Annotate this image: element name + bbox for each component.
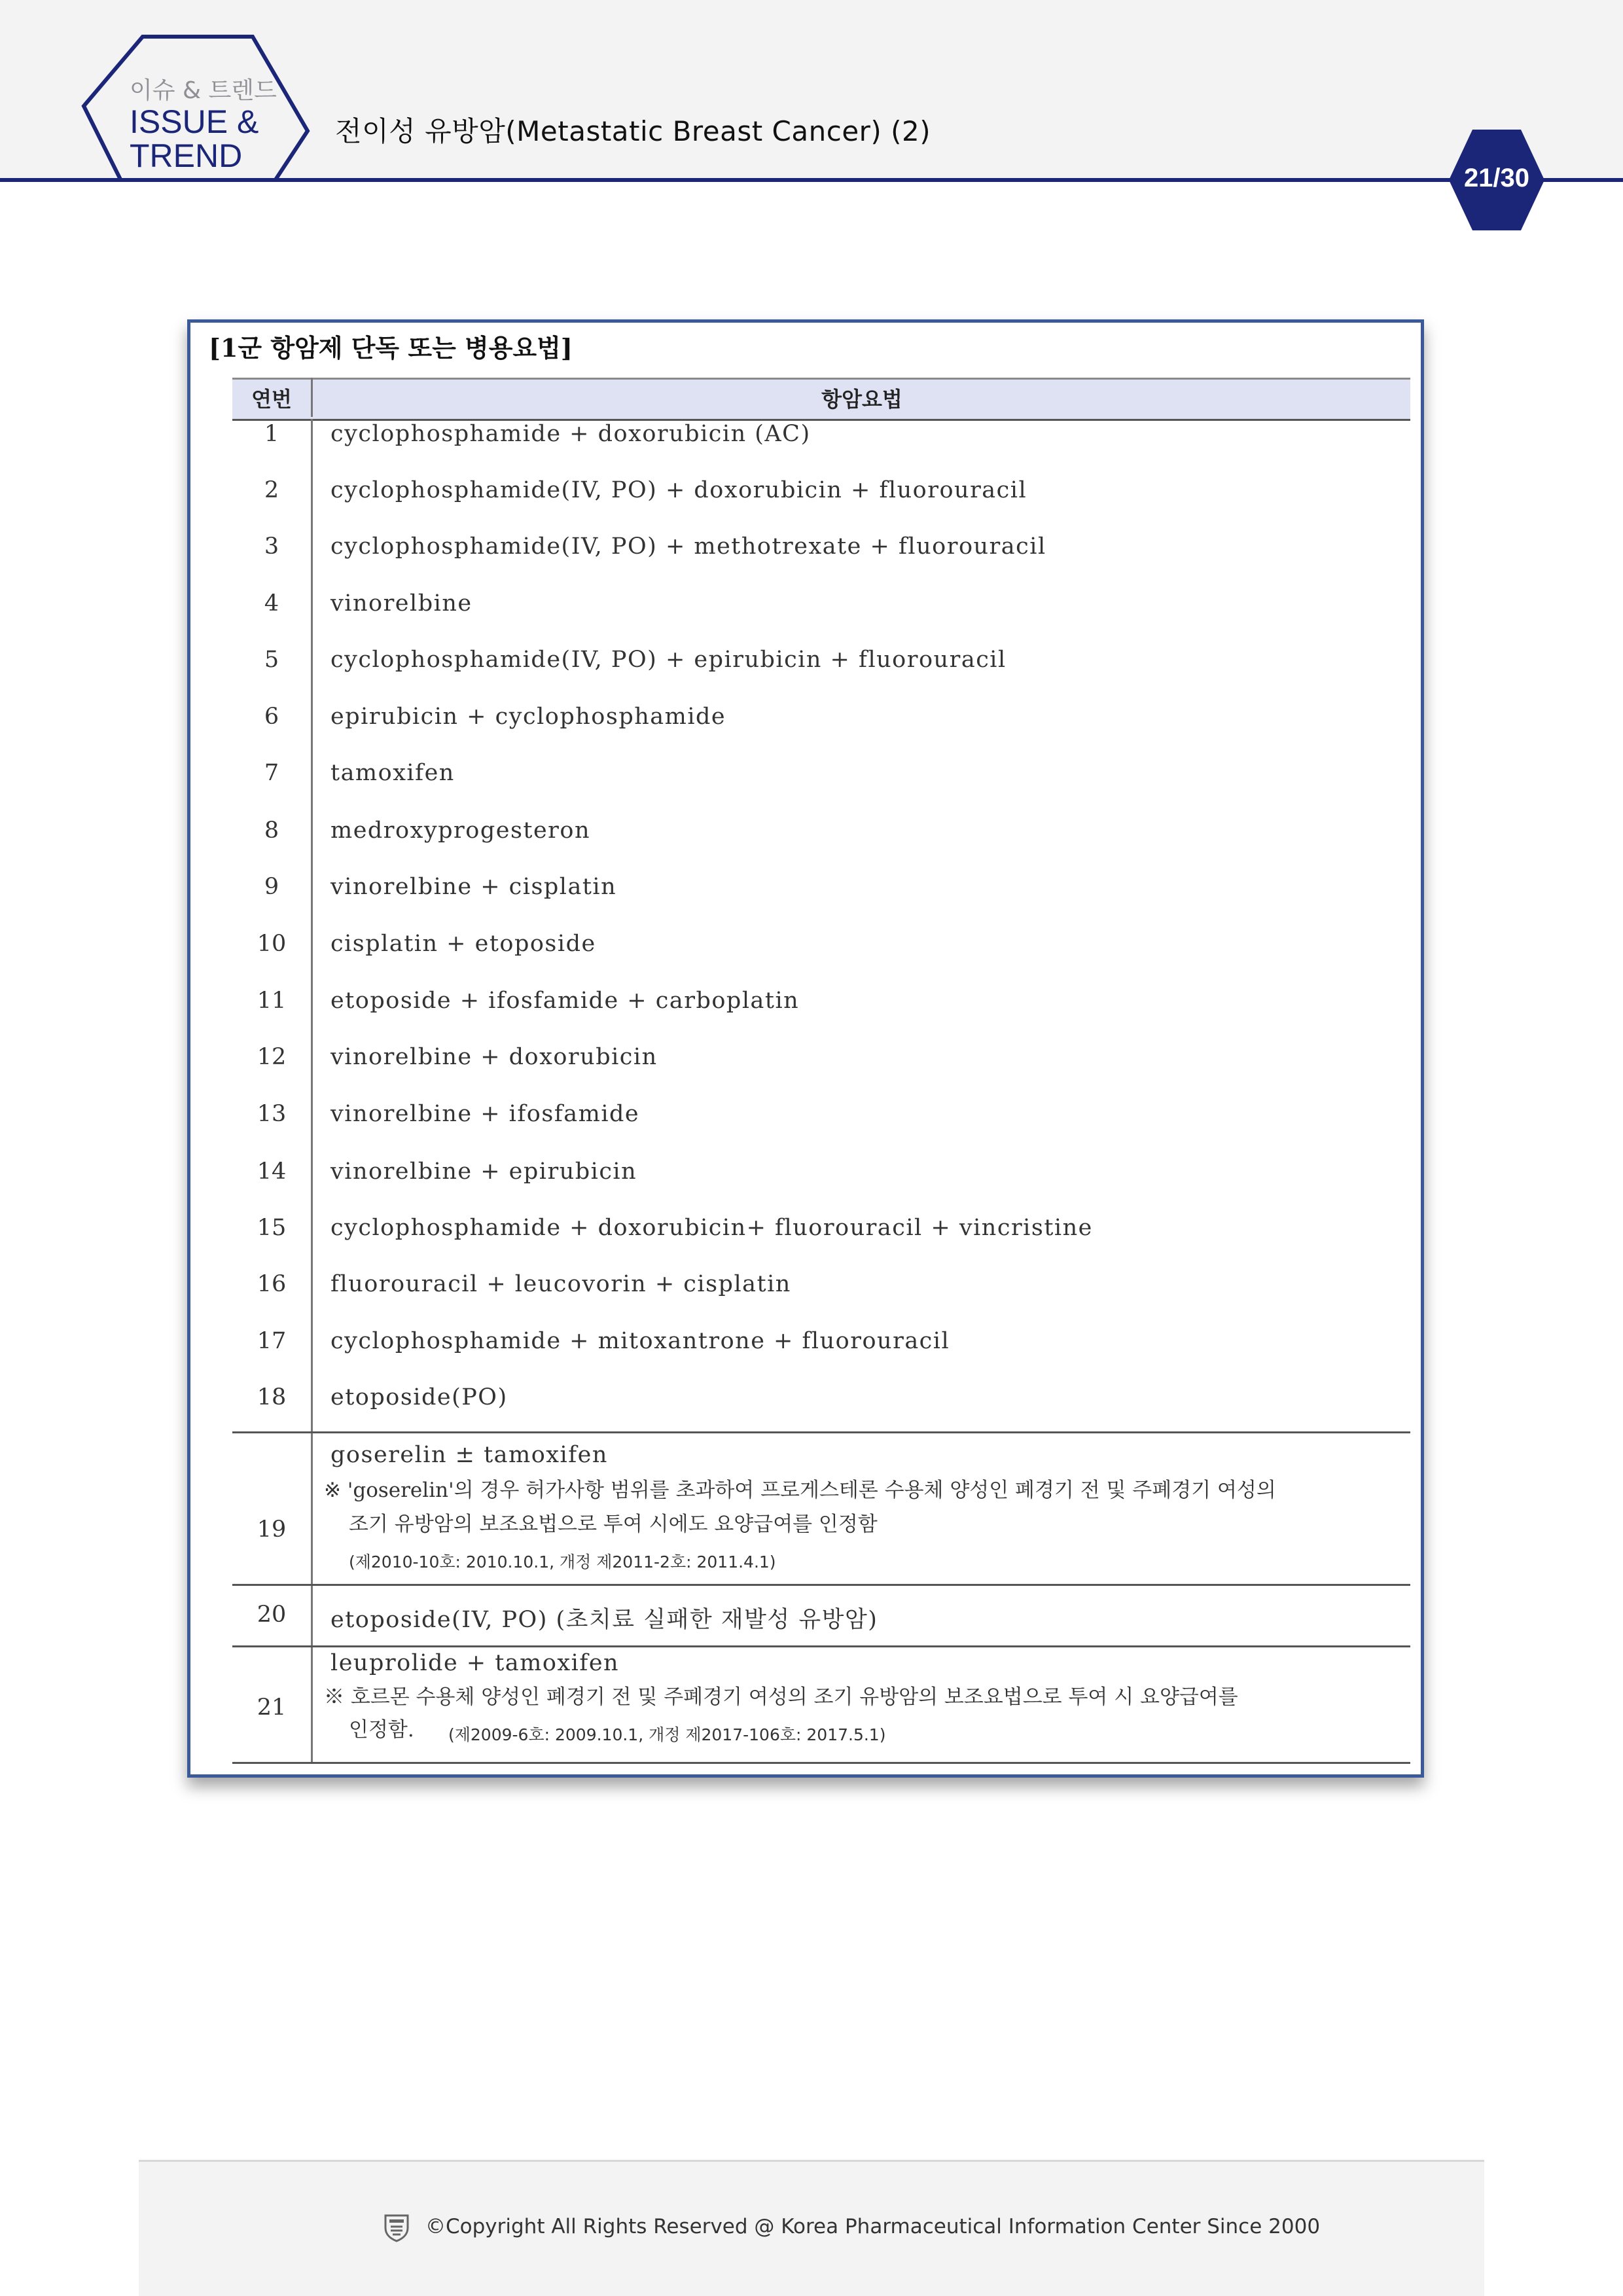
row-regimen: vinorelbine — [330, 590, 473, 617]
page-title: 전이성 유방암(Metastatic Breast Cancer) (2) — [335, 115, 931, 147]
column-header-number: 연번 — [251, 387, 292, 412]
row-regimen: cyclophosphamide + mitoxantrone + fluorouracil — [330, 1328, 950, 1354]
row-regimen: medroxyprogesteron — [330, 817, 591, 844]
row-regimen: epirubicin + cyclophosphamide — [330, 704, 726, 730]
row-regimen: tamoxifen — [330, 760, 455, 786]
row-note-line: 인정함. — [349, 1718, 414, 1742]
row-number: 13 — [257, 1101, 287, 1127]
row-number: 20 — [257, 1602, 287, 1628]
column-header-regimen: 항암요법 — [821, 387, 902, 412]
row-number: 10 — [257, 931, 287, 957]
row-regimen: etoposide + ifosfamide + carboplatin — [330, 988, 800, 1014]
row-divider — [232, 1645, 1410, 1647]
row-number: 21 — [257, 1695, 287, 1721]
row-number: 15 — [257, 1215, 287, 1241]
logo-korean-text: 이슈 & 트렌드 — [130, 77, 277, 104]
row-regimen: leuprolide + tamoxifen — [330, 1650, 620, 1676]
row-number: 4 — [264, 590, 279, 617]
row-number: 9 — [264, 874, 279, 900]
row-regimen: cyclophosphamide + doxorubicin (AC) — [330, 421, 811, 447]
row-note-line: ※ 호르몬 수용체 양성인 폐경기 전 및 주폐경기 여성의 조기 유방암의 보조요법으로 투여 시 요양급여를 — [324, 1685, 1238, 1709]
row-regimen: vinorelbine + doxorubicin — [330, 1044, 658, 1070]
row-reference: (제2009-6호: 2009.10.1, 개정 제2017-106호: 2017.5.1) — [448, 1725, 886, 1744]
regimen-table-figure — [187, 319, 1424, 1778]
row-number: 3 — [264, 533, 279, 560]
row-reference: (제2010-10호: 2010.10.1, 개정 제2011-2호: 2011.4.1) — [349, 1552, 776, 1571]
table-header-row — [232, 378, 1410, 421]
row-number: 11 — [257, 988, 287, 1014]
column-divider — [311, 419, 313, 1764]
row-regimen: cyclophosphamide(IV, PO) + methotrexate + fluorouracil — [330, 533, 1046, 560]
row-number: 17 — [257, 1328, 287, 1354]
row-regimen: fluorouracil + leucovorin + cisplatin — [330, 1271, 791, 1297]
row-number: 7 — [264, 760, 279, 786]
header-column-divider — [311, 378, 313, 417]
row-number: 12 — [257, 1044, 287, 1070]
row-divider — [232, 1584, 1410, 1586]
row-number: 2 — [264, 477, 279, 503]
row-regimen: cyclophosphamide + doxorubicin+ fluorouracil + vincristine — [330, 1215, 1093, 1241]
table-heading: [1군 항암제 단독 또는 병용요법] — [209, 333, 573, 363]
row-number: 16 — [257, 1271, 287, 1297]
kpic-shield-icon — [383, 2214, 410, 2242]
row-number: 8 — [264, 817, 279, 844]
copyright-text: ©Copyright All Rights Reserved @ Korea Pharmaceutical Information Center Since 2000 — [425, 2215, 1321, 2238]
row-note-line: ※ 'goserelin'의 경우 허가사항 범위를 초과하여 프로게스테론 수용체 양성인 폐경기 전 및 주폐경기 여성의 — [324, 1479, 1276, 1502]
row-regimen: cyclophosphamide(IV, PO) + doxorubicin + fluorouracil — [330, 477, 1027, 503]
row-regimen: cyclophosphamide(IV, PO) + epirubicin + fluorouracil — [330, 647, 1007, 673]
row-regimen: cisplatin + etoposide — [330, 931, 596, 957]
logo-english-text: ISSUE & TREND — [130, 103, 259, 174]
row-number: 19 — [257, 1516, 287, 1543]
row-number: 1 — [264, 421, 279, 447]
row-divider — [232, 1431, 1410, 1433]
page-number: 21/30 — [1463, 164, 1530, 192]
table-bottom-rule — [232, 1762, 1410, 1764]
row-number: 6 — [264, 704, 279, 730]
row-regimen: goserelin ± tamoxifen — [330, 1442, 608, 1468]
row-number: 18 — [257, 1384, 287, 1410]
row-regimen: etoposide(IV, PO) (초치료 실패한 재발성 유방암) — [330, 1607, 878, 1633]
row-regimen: vinorelbine + cisplatin — [330, 874, 617, 900]
row-note-line: 조기 유방암의 보조요법으로 투여 시에도 요양급여를 인정함 — [349, 1513, 878, 1536]
row-number: 5 — [264, 647, 279, 673]
row-regimen: etoposide(PO) — [330, 1384, 508, 1410]
row-number: 14 — [257, 1158, 287, 1185]
row-regimen: vinorelbine + ifosfamide — [330, 1101, 640, 1127]
row-regimen: vinorelbine + epirubicin — [330, 1158, 637, 1185]
